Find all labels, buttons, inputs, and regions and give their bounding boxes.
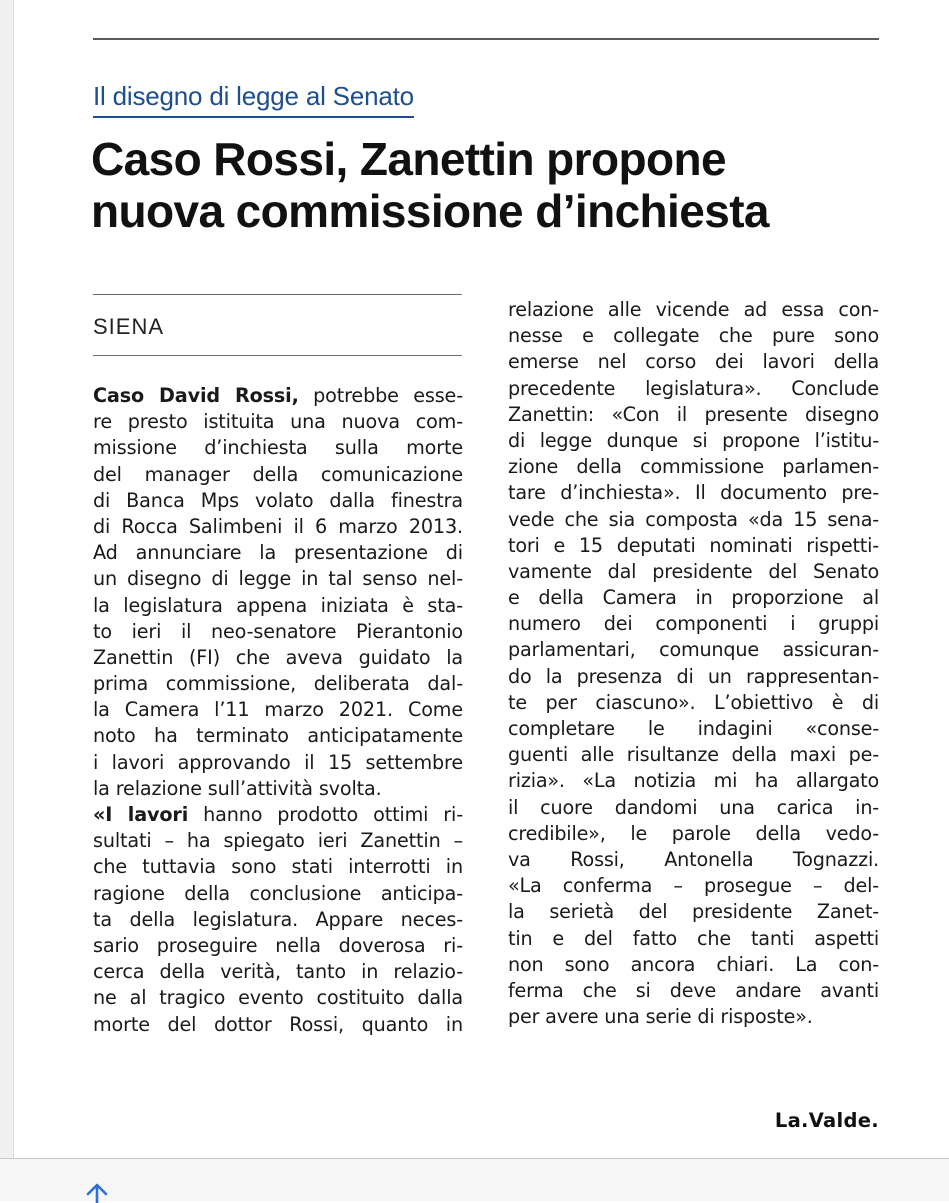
line-text: di Rocca Salimbeni il 6 marzo 2013. xyxy=(93,514,463,538)
left-margin-strip xyxy=(0,0,14,1158)
text-line xyxy=(93,671,463,697)
line-text: Ad annunciare la presentazione di xyxy=(93,541,463,565)
text-line xyxy=(93,985,463,1011)
line-text: di Banca Mps volato dalla finestra xyxy=(93,488,463,512)
text-line xyxy=(508,585,879,611)
line-text: va Rossi, Antonella Tognazzi. xyxy=(508,847,879,871)
text-line xyxy=(508,952,879,978)
text-line xyxy=(93,462,463,488)
line-text: Zanettin: «Con il presente disegno xyxy=(508,402,879,426)
text-line xyxy=(93,593,463,619)
line-text: tare d’inchiesta». Il documento pre- xyxy=(508,481,879,505)
line-text: emerse nel corso dei lavori della xyxy=(508,350,879,374)
text-line xyxy=(508,742,879,768)
text-line xyxy=(93,828,463,854)
text-line xyxy=(508,349,879,375)
line-text: noto ha terminato anticipatamente xyxy=(93,724,463,748)
text-line xyxy=(93,540,463,566)
text-line xyxy=(93,881,463,907)
text-line xyxy=(93,802,463,828)
text-line xyxy=(93,1012,463,1038)
text-line xyxy=(93,933,463,959)
text-line xyxy=(508,454,879,480)
line-text: credibile», le parole della vedo- xyxy=(508,821,879,845)
dateline: SIENA xyxy=(93,314,165,339)
line-text: sultati – ha spiegato ieri Zanettin – xyxy=(93,829,463,853)
line-text: missione d’inchiesta sulla morte xyxy=(93,436,463,460)
text-line xyxy=(508,376,879,402)
line-text: rizia». «La notizia mi ha allargato xyxy=(508,769,879,793)
line-text: la Camera l’11 marzo 2021. Come xyxy=(93,698,463,722)
share-icon[interactable] xyxy=(80,1183,114,1203)
line-text: precedente legislatura». Conclude xyxy=(508,376,879,400)
line-text: guenti alle risultanze della maxi pe- xyxy=(508,743,879,767)
text-line xyxy=(93,383,463,409)
line-text: morte del dottor Rossi, quanto in xyxy=(93,1012,463,1036)
line-text: prima commissione, deliberata dal- xyxy=(93,672,463,696)
line-text: tin e del fatto che tanti aspetti xyxy=(508,926,879,950)
line-text: che tuttavia sono stati interrotti in xyxy=(93,855,463,879)
line-text: la relazione sull’attività svolta. xyxy=(93,776,382,800)
text-line xyxy=(93,723,463,749)
line-text: ta della legislatura. Appare neces- xyxy=(93,907,463,931)
text-line xyxy=(93,409,463,435)
text-line xyxy=(508,297,879,323)
bottom-toolbar xyxy=(0,1158,949,1201)
text-line xyxy=(93,488,463,514)
headline-line-2: nuova commissione d’inchiesta xyxy=(91,185,769,237)
line-text: nesse e collegate che pure sono xyxy=(508,324,879,348)
text-line xyxy=(508,978,879,1004)
text-line xyxy=(508,795,879,821)
line-text: di legge dunque si propone l’istitu- xyxy=(508,428,879,452)
line-text: per avere una serie di risposte». xyxy=(508,1005,813,1029)
text-line xyxy=(508,428,879,454)
text-line xyxy=(93,566,463,592)
text-line xyxy=(93,907,463,933)
line-text: potrebbe esse- xyxy=(298,384,463,407)
article-column-right xyxy=(508,297,879,1030)
line-text: Zanettin (FI) che aveva guidato la xyxy=(93,645,463,669)
text-line xyxy=(93,776,463,802)
line-text: numero dei componenti i gruppi xyxy=(508,612,879,636)
text-line xyxy=(508,847,879,873)
text-line xyxy=(508,637,879,663)
text-line xyxy=(93,854,463,880)
line-text: ne al tragico evento costituito dalla xyxy=(93,986,463,1010)
article-headline xyxy=(91,133,891,237)
text-line xyxy=(508,323,879,349)
headline-line-1: Caso Rossi, Zanettin propone xyxy=(91,133,726,185)
text-line xyxy=(508,507,879,533)
text-line xyxy=(508,690,879,716)
line-text: relazione alle vicende ad essa con- xyxy=(508,298,879,321)
line-text: vamente dal presidente del Senato xyxy=(508,559,879,583)
text-line xyxy=(508,664,879,690)
line-text: la legislatura appena iniziata è sta- xyxy=(93,593,463,617)
line-text: re presto istituita una nuova com- xyxy=(93,410,463,434)
line-text: parlamentari, comunque assicuran- xyxy=(508,638,879,662)
article-kicker: Il disegno di legge al Senato xyxy=(93,81,414,118)
line-text: i lavori approvando il 15 settembre xyxy=(93,750,463,774)
dateline-rule-top xyxy=(93,294,462,295)
text-line xyxy=(93,619,463,645)
line-text: tori e 15 deputati nominati rispetti- xyxy=(508,533,879,557)
line-text: un disegno di legge in tal senso nel- xyxy=(93,567,463,591)
line-text: e della Camera in proporzione al xyxy=(508,586,879,610)
text-line xyxy=(508,1004,879,1030)
text-line xyxy=(508,402,879,428)
lead-in-bold: Caso David Rossi, xyxy=(93,384,299,407)
line-text: hanno prodotto ottimi ri- xyxy=(188,803,463,826)
line-text: do la presenza di un rappresentan- xyxy=(508,664,879,688)
text-line xyxy=(93,514,463,540)
line-text: ragione della conclusione anticipa- xyxy=(93,881,463,905)
author-signature: La.Valde. xyxy=(774,1109,879,1132)
text-line xyxy=(508,559,879,585)
line-text: zione della commissione parlamen- xyxy=(508,455,879,479)
top-rule xyxy=(93,38,879,40)
text-line xyxy=(508,480,879,506)
text-line xyxy=(508,533,879,559)
line-text: te per ciascuno». L’obiettivo è di xyxy=(508,690,879,714)
text-line xyxy=(508,716,879,742)
line-text: ferma che si deve andare avanti xyxy=(508,978,879,1002)
text-line xyxy=(93,697,463,723)
text-line xyxy=(508,768,879,794)
line-text: «La conferma – prosegue – del- xyxy=(508,874,879,898)
dateline-rule-bottom xyxy=(93,355,462,356)
article-column-left xyxy=(93,383,463,1038)
line-text: vede che sia composta «da 15 sena- xyxy=(508,507,879,531)
text-line xyxy=(508,873,879,899)
text-line xyxy=(93,959,463,985)
line-text: del manager della comunicazione xyxy=(93,462,463,486)
text-line xyxy=(508,821,879,847)
text-line xyxy=(93,645,463,671)
line-text: cerca della verità, tanto in relazio- xyxy=(93,960,463,984)
line-text: to ieri il neo-senatore Pierantonio xyxy=(93,619,463,643)
text-line xyxy=(508,926,879,952)
line-text: la serietà del presidente Zanet- xyxy=(508,900,879,924)
line-text: non sono ancora chiari. La con- xyxy=(508,952,879,976)
line-text: completare le indagini «conse- xyxy=(508,717,879,740)
text-line xyxy=(508,611,879,637)
line-text: sario proseguire nella doverosa ri- xyxy=(93,933,463,957)
text-line xyxy=(508,899,879,925)
lead-in-bold: «I lavori xyxy=(93,803,189,826)
text-line xyxy=(93,750,463,776)
line-text: il cuore dandomi una carica in- xyxy=(508,795,879,819)
text-line xyxy=(93,435,463,461)
